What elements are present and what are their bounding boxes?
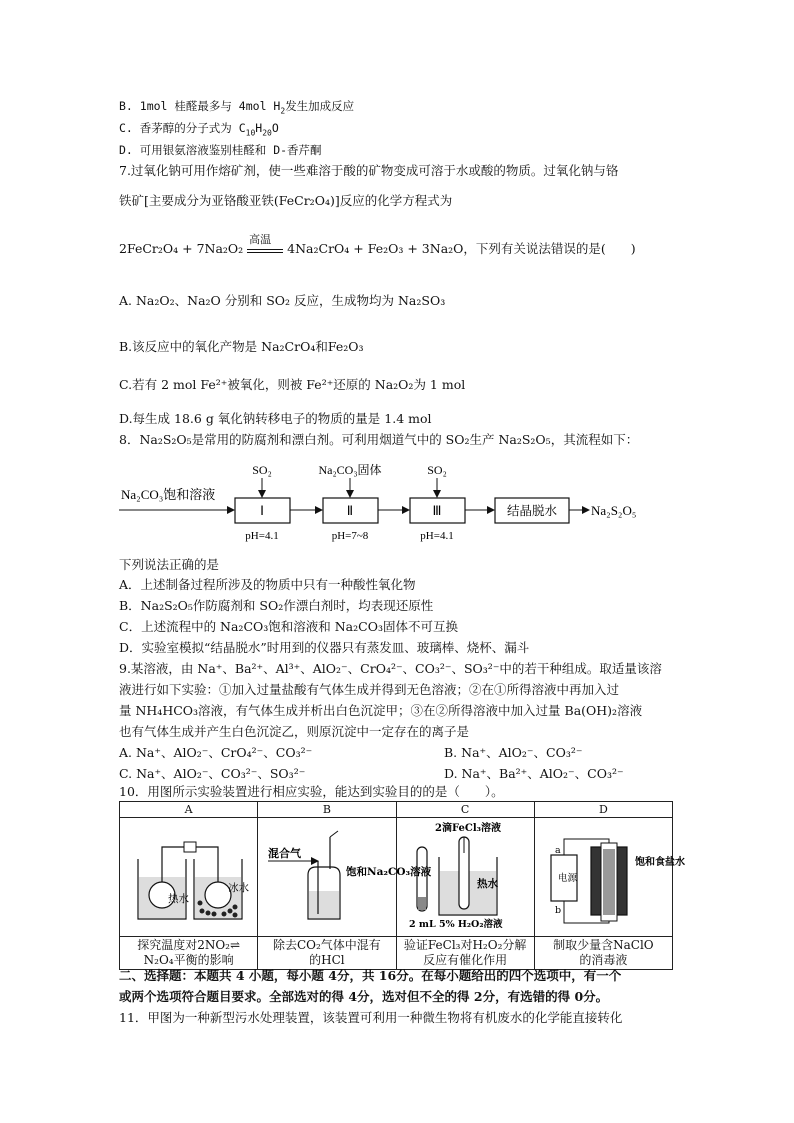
q10-stem: 10．用图所示实验装置进行相应实验，能达到实验目的的是（ ）。	[119, 784, 504, 799]
q7-option-d: D.每生成 18.6 g 氧化钠转移电子的物质的量是 1.4 mol	[119, 411, 432, 426]
flow-step-4-label: 结晶脱水	[506, 504, 558, 518]
q7-option-b: B.该反应中的氧化产物是 Na₂CrO₄和Fe₂O₃	[119, 339, 364, 354]
q10-apparatus-b	[258, 818, 432, 937]
section2-line1: 二、选择题：本题共 4 小题，每小题 4分，共 16分。在每小题给出的四个选项中，有一个	[119, 968, 622, 983]
flow-input-3: SO₂	[427, 463, 447, 477]
q9-stem-line3: 量 NH₄HCO₃溶液，有气体生成并析出白色沉淀甲；③在②所得溶液中加入过量 Ba(OH)₂溶液	[119, 703, 643, 718]
q6-option-c: C. 香茅醇的分子式为 $C_{10}H_{20}O$	[119, 121, 279, 138]
q10-header-b: B	[258, 802, 396, 818]
apparatus-d-terminal-a: a	[554, 845, 561, 856]
q9-option-a: A. Na⁺、AlO₂⁻、CrO₄²⁻、CO₃²⁻	[119, 745, 313, 760]
q10-caption-c: 验证FeCl₃对H₂O₂分解 反应有催化作用	[396, 937, 534, 970]
apparatus-d-brine-label: 饱和食盐水	[634, 857, 685, 868]
q10-apparatus-d	[534, 818, 685, 937]
q8-option-a: A．上述制备过程所涉及的物质中只有一种酸性氧化物	[119, 577, 416, 592]
q10-caption-b: 除去CO₂气体中混有 的HCl	[258, 937, 396, 970]
apparatus-c-hot-water: 热水	[476, 878, 498, 890]
q10-caption-d: 制取少量含NaClO 的消毒液	[534, 937, 672, 970]
q9-stem-line2: 液进行如下实验：①加入过量盐酸有气体生成并得到无色溶液；②在①所得溶液中再加入过	[119, 682, 620, 697]
apparatus-a-drawing	[120, 819, 258, 931]
q7-stem-line2: 铁矿[主要成分为亚铬酸亚铁(FeCr₂O₄)]反应的化学方程式为	[119, 193, 453, 208]
q10-header-d: D	[534, 802, 672, 818]
flow-input-2: Na₂CO₃固体	[318, 463, 382, 477]
q8-stem: 8．Na₂S₂O₅是常用的防腐剂和漂白剂。可利用烟道气中的 SO₂生产 Na₂S₂O₅，其流程如下：	[119, 432, 639, 447]
flow-step-3-label: Ⅲ	[432, 503, 442, 518]
apparatus-b-drawing	[258, 819, 432, 931]
q11-stem: 11．甲图为一种新型污水处理装置，该装置可利用一种微生物将有机废水的化学能直接转化	[119, 1010, 623, 1025]
flow-step-2-label: Ⅱ	[346, 503, 354, 518]
apparatus-c-h2o2-label: 2 mL 5% H₂O₂溶液	[408, 919, 502, 930]
q8-flow-diagram	[119, 460, 679, 545]
q9-option-b: B. Na⁺、AlO₂⁻、CO₃²⁻	[444, 745, 583, 760]
flow-end-label: Na₂S₂O₅	[591, 503, 637, 518]
flow-step-1-label: Ⅰ	[260, 503, 264, 518]
apparatus-d-terminal-b: b	[554, 905, 561, 916]
q7-option-a: A. Na₂O₂、Na₂O 分别和 SO₂ 反应，生成物均为 Na₂SO₃	[119, 293, 446, 308]
q7-stem-line1: 7.过氧化钠可用作熔矿剂，使一些难溶于酸的矿物变成可溶于水或酸的物质。过氧化钠与铬	[119, 163, 619, 178]
q7-reaction-arrow: 高温	[247, 247, 283, 253]
q10-header-a: A	[120, 802, 258, 818]
apparatus-c-fecl3-label: 2滴FeCl₃溶液	[434, 823, 501, 834]
flow-ph-3: pH=4.1	[420, 530, 454, 542]
apparatus-d-power-label: 电源	[557, 873, 577, 884]
q9-stem-line1: 9.某溶液，由 Na⁺、Ba²⁺、Al³⁺、AlO₂⁻、CrO₄²⁻、CO₃²⁻、SO₃²⁻中的若干种组成。取适量该溶	[119, 661, 662, 676]
q6-option-b: B. 1mol 桂醛最多与 4mol $H_2$发生加成反应	[119, 99, 355, 116]
flow-input-1: SO₂	[252, 463, 272, 477]
q7-equation: 2FeCr₂O₄ + 7Na₂O₂ 高温 4Na₂CrO₄ + Fe₂O₃ + 3Na₂O，下列有关说法错误的是( )	[119, 233, 636, 256]
apparatus-d-drawing	[535, 819, 685, 931]
q9-option-c: C. Na⁺、AlO₂⁻、CO₃²⁻、SO₃²⁻	[119, 766, 306, 781]
q8-option-d: D．实验室模拟“结晶脱水”时用到的仪器只有蒸发皿、玻璃棒、烧杯、漏斗	[119, 640, 530, 655]
section2-line2: 或两个选项符合题目要求。全部选对的得 4分，选对但不全的得 2分，有选错的得 0分。	[119, 989, 609, 1004]
apparatus-a-hot-water: 热水	[168, 893, 189, 905]
q10-apparatus-c	[396, 818, 534, 937]
apparatus-c-drawing	[397, 819, 535, 931]
q8-ask: 下列说法正确的是	[119, 557, 220, 572]
q10-header-c: C	[396, 802, 534, 818]
flow-ph-2: pH=7~8	[331, 530, 369, 542]
q9-stem-line4: 也有气体生成并产生白色沉淀乙，则原沉淀中一定存在的离子是	[119, 724, 470, 739]
q8-option-c: C．上述流程中的 Na₂CO₃饱和溶液和 Na₂CO₃固体不可互换	[119, 619, 458, 634]
q10-caption-a: 探究温度对2NO₂⇌ N₂O₄平衡的影响	[120, 937, 258, 970]
flow-ph-1: pH=4.1	[245, 530, 279, 542]
apparatus-a-ice-water: 冰水	[228, 882, 249, 894]
apparatus-b-gas-label: 混合气	[268, 847, 302, 860]
q8-option-b: B．Na₂S₂O₅作防腐剂和 SO₂作漂白剂时，均表现还原性	[119, 598, 434, 613]
apparatus-b-solution-label: 饱和Na₂CO₃溶液	[346, 866, 432, 878]
q7-option-c: C.若有 2 mol Fe²⁺被氧化，则被 Fe²⁺还原的 Na₂O₂为 1 mol	[119, 377, 466, 392]
q10-options-table	[119, 801, 685, 970]
q10-apparatus-a	[120, 818, 258, 937]
q6-option-d: D. 可用银氨溶液鉴别桂醛和 D-香芹酮	[119, 143, 322, 157]
q9-option-d: D. Na⁺、Ba²⁺、AlO₂⁻、CO₃²⁻	[444, 766, 624, 781]
flow-start-label: Na₂CO₃饱和溶液	[121, 487, 216, 502]
